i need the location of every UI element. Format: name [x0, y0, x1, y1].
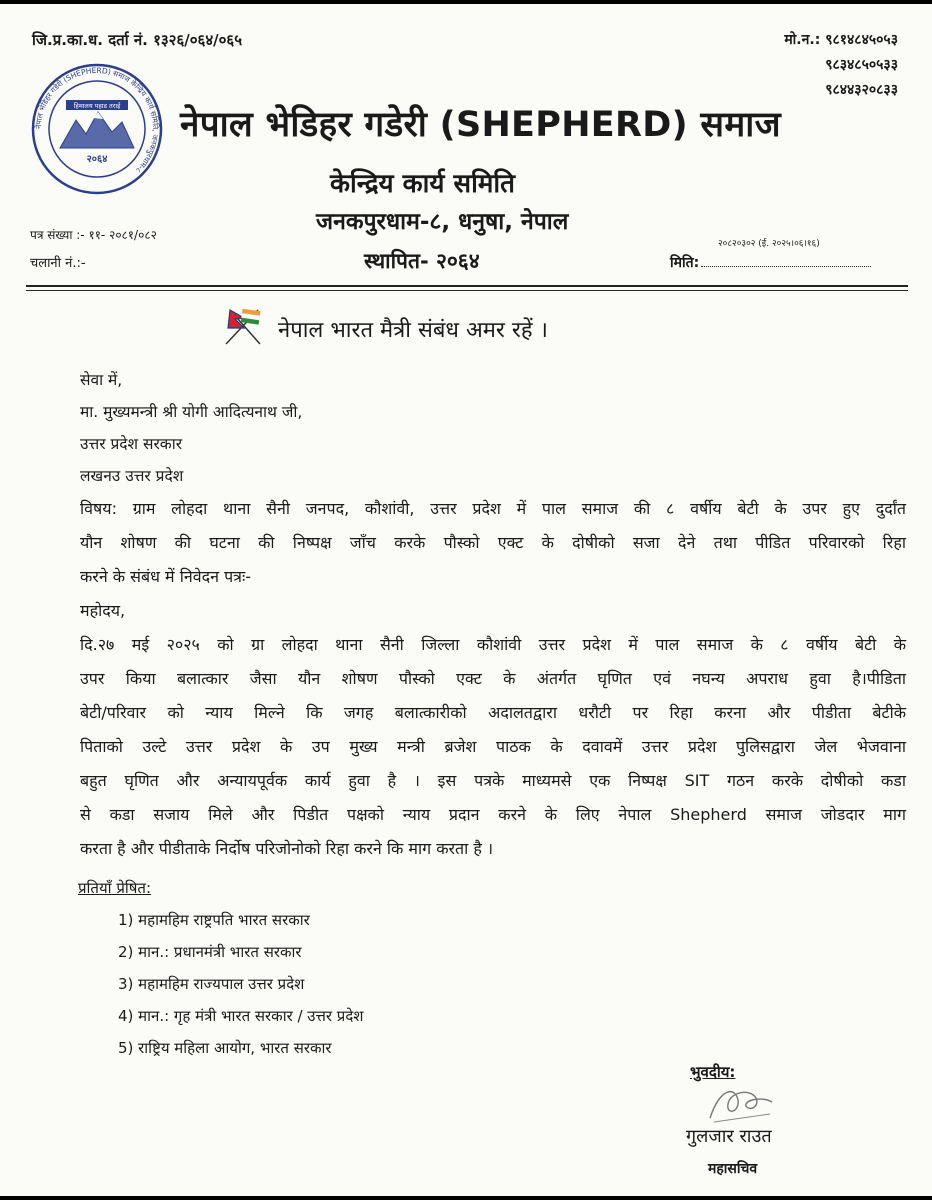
established-year: स्थापित- २०६४	[364, 249, 480, 273]
closing-yours: भुवदीय:	[690, 1063, 736, 1081]
registration-number: जि.प्र.का.ध. दर्ता नं. १३२६/०६४/०६५	[32, 31, 243, 49]
letter-page	[0, 4, 932, 1196]
phone-numbers	[784, 28, 898, 103]
salutation: सेवा में,	[80, 371, 123, 389]
addressee-line: उत्तर प्रदेश सरकार	[80, 435, 183, 453]
addressee-line: लखनउ उत्तर प्रदेश	[80, 467, 184, 485]
subject-line: करने के संबंध में निवेदन पत्रः-	[80, 567, 252, 586]
committee-name: केन्द्रिय कार्य समिति	[330, 169, 515, 199]
copy-recipient: 2) मान.: प्रधानमंत्री भारत सरकार	[118, 943, 302, 961]
seal-banner: हिमालय पहाड तराई	[73, 102, 121, 110]
copies-title: प्रतियाँ प्रेषित:	[78, 879, 152, 897]
friendship-slogan: नेपाल भारत मैत्री संबंध अमर रहें ।	[278, 318, 548, 343]
subject-line: यौन शोषण की घटना की निष्पक्ष जाँच करके पौस्को एक्ट के दोषीको सजा देने तथा पीडित परिवारको रिहा	[80, 533, 906, 552]
organization-seal	[30, 62, 164, 196]
letter-number: पत्र संख्या :- ११- २०८१/०८२	[30, 228, 157, 242]
header-divider	[26, 285, 908, 287]
paragraph-line: दि.२७ मई २०२५ को ग्रा लोहदा थाना सैनी जिल्ला कौशांवी उत्तर प्रदेश में पाल समाज के ८ वर्षीय बेटी के	[80, 635, 906, 654]
copy-recipient: 3) महामहिम राज्यपाल उत्तर प्रदेश	[118, 975, 305, 993]
paragraph-line: करता है और पीडीताके निर्दोष परिजोनोको रिहा करने कि माग करता है ।	[80, 839, 494, 858]
copy-recipient: 4) मान.: गृह मंत्री भारत सरकार / उत्तर प्रदेश	[118, 1007, 364, 1025]
organization-address: जनकपुरधाम-८, धनुषा, नेपाल	[316, 209, 569, 235]
organization-name: नेपाल भेडिहर गडेरी (SHEPHERD) समाज	[180, 105, 781, 145]
dispatch-number: चलानी नं.:-	[30, 256, 86, 271]
seal-ring-text: नेपाल भेडिहर गडेरी (SHEPHERD) समाज केन्द्रिय कार्य समिति, जनकपुरधाम-८	[33, 65, 161, 175]
addressee-line: मा. मुख्यमन्त्री श्री योगी आदित्यनाथ जी,	[80, 403, 303, 421]
phone-1: मो.न.: ९८१४८४५०५३	[784, 32, 898, 48]
signature-icon	[700, 1078, 780, 1128]
paragraph-line: से कडा सजाय मिले और पिडीत पक्षको न्याय प्रदान करने के लिए नेपाल Shepherd समाज जोडदार माग	[80, 805, 906, 824]
greeting: महोदय,	[80, 601, 126, 620]
date-field	[670, 253, 871, 272]
nepal-india-flags-icon	[218, 304, 268, 346]
date-value: २०८२०३०२ (ई. २०२५।०६।१६)	[718, 239, 820, 249]
paragraph-line: बहुत घृणित और अन्यायपूर्वक कार्य हुवा है । इस पत्रके माध्यमसे एक निष्पक्ष SIT गठन करके दोषीको कडा	[80, 771, 906, 790]
paragraph-line: पिताको उल्टे उत्तर प्रदेश के उप मुख्य मन्त्री ब्रजेश पाठक के दवावमें उत्तर प्रदेश पुलिसद्वारा जेल भेजवाना	[80, 737, 906, 756]
seal-year: २०६४	[86, 154, 108, 165]
header-divider-thin	[26, 290, 908, 291]
copy-recipient: 5) राष्ट्रिय महिला आयोग, भारत सरकार	[118, 1039, 332, 1057]
date-dotted-line	[701, 254, 871, 267]
paragraph-line: उपर किया बलात्कार जैसा यौन शोषण पौस्को एक्ट के अंतर्गत घृणित एवं नघन्य अपराध हुवा है।पीडिता	[80, 669, 906, 688]
copy-recipient: 1) महामहिम राष्ट्रपति भारत सरकार	[118, 911, 310, 929]
paragraph-line: बेटी/परिवार को न्याय मिल्ने कि जगह बलात्कारीको अदालतद्वारा धरौटी पर रिहा करना और पीडीता बेटीके	[80, 703, 906, 722]
signer-name: गुलजार राउत	[686, 1126, 772, 1147]
signer-title: महासचिव	[708, 1161, 758, 1177]
subject-line: विषय: ग्राम लोहदा थाना सैनी जनपद, कौशांवी, उत्तर प्रदेश में पाल समाज की ८ वर्षीय बेटी के उपर हुए दुर्दांत	[80, 499, 906, 518]
phone-3: ९८४४३२०८३३	[825, 82, 898, 98]
phone-2: ९८३४८५०५३३	[825, 57, 898, 73]
date-label: मिति:	[670, 255, 700, 271]
